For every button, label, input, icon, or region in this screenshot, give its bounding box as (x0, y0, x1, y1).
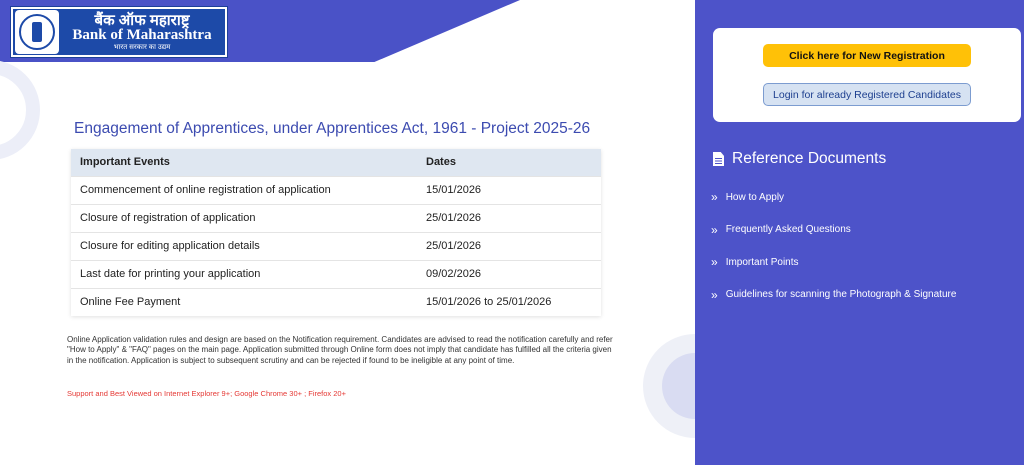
double-chevron-right-icon: » (711, 190, 718, 205)
decorative-circle-left (0, 60, 40, 160)
reference-documents-heading (713, 150, 886, 168)
event-cell: Closure for editing application details (71, 232, 417, 260)
link-how-to-apply[interactable] (711, 181, 956, 214)
logo-hindi-name: बैंक ऑफ महाराष्ट्र (94, 11, 190, 29)
link-important-points[interactable] (711, 246, 956, 279)
table-row (71, 260, 601, 288)
bank-logo[interactable] (10, 6, 228, 58)
reference-heading-label: Reference Documents (732, 150, 887, 167)
link-scanning-guidelines[interactable] (711, 279, 956, 312)
logo-body (13, 9, 225, 55)
logo-tagline: भारत सरकार का उद्यम (113, 44, 171, 52)
double-chevron-right-icon: » (711, 287, 718, 302)
link-label: Frequently Asked Questions (725, 224, 851, 236)
link-label: Important Points (725, 256, 799, 268)
date-cell: 09/02/2026 (417, 260, 601, 288)
event-cell: Closure of registration of application (71, 204, 417, 232)
column-header-dates: Dates (417, 149, 601, 176)
registration-card (713, 28, 1021, 122)
important-events-table (71, 149, 601, 316)
table-row (71, 176, 601, 204)
reference-links (711, 181, 956, 311)
date-cell: 25/01/2026 (417, 232, 601, 260)
link-label: Guidelines for scanning the Photograph & Signature (725, 289, 957, 301)
double-chevron-right-icon: » (711, 255, 718, 270)
document-icon (713, 152, 724, 166)
column-header-events: Important Events (71, 149, 417, 176)
date-cell: 15/01/2026 (417, 176, 601, 204)
event-cell: Last date for printing your application (71, 260, 417, 288)
double-chevron-right-icon: » (711, 222, 718, 237)
table-row (71, 204, 601, 232)
date-cell: 15/01/2026 to 25/01/2026 (417, 288, 601, 316)
table-row (71, 232, 601, 260)
logo-english-name: Bank of Maharashtra (72, 27, 212, 44)
event-cell: Commencement of online registration of application (71, 176, 417, 204)
page-title: Engagement of Apprentices, under Apprentices Act, 1961 - Project 2025-26 (74, 120, 591, 137)
event-cell: Online Fee Payment (71, 288, 417, 316)
browser-support-note: Support and Best Viewed on Internet Explorer 9+; Google Chrome 30+ ; Firefox 20+ (67, 389, 346, 398)
bank-emblem-icon (15, 10, 59, 54)
table-header-row (71, 149, 601, 176)
date-cell: 25/01/2026 (417, 204, 601, 232)
link-label: How to Apply (725, 191, 785, 203)
new-registration-button[interactable]: Click here for New Registration (763, 44, 971, 67)
logo-text (59, 13, 225, 52)
notice-text: Online Application validation rules and design are based on the Notification requirement. Candidates are advised to read the notification carefully and refer "How to Apply" & "FAQ" pages on the main page. Application submitted through Online form does not imply that candidate has fulfilled all the criteria given in the notification. Application is subject to subsequent scrutiny and can be rejected if found to be ineligible at any point of time. (67, 335, 613, 365)
table-row (71, 288, 601, 316)
link-faq[interactable] (711, 214, 956, 247)
login-button[interactable]: Login for already Registered Candidates (763, 83, 971, 106)
